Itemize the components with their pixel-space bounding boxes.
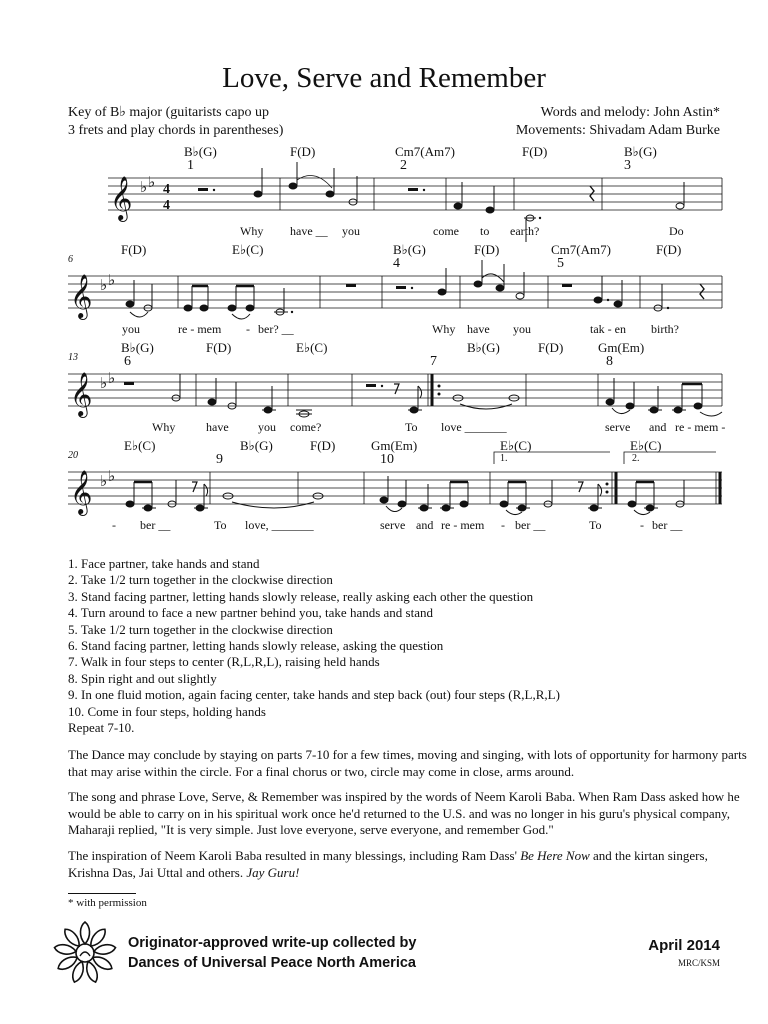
- svg-text:♭: ♭: [100, 276, 108, 294]
- chord: F(D): [522, 144, 548, 159]
- lyric: you: [513, 322, 531, 336]
- chord: B♭(G): [240, 438, 273, 453]
- lyric: to: [480, 224, 490, 238]
- lyric: Why: [240, 224, 264, 238]
- lyric: -: [112, 518, 116, 532]
- lyric: love, _______: [245, 518, 314, 532]
- chord: F(D): [538, 340, 564, 355]
- music-system-1: [0, 144, 768, 244]
- repeat-note: Repeat 7-10.: [68, 720, 135, 736]
- movement-number: 5: [557, 256, 564, 271]
- step-item: 8. Spin right and out slightly: [68, 670, 217, 686]
- lyric: -: [501, 518, 505, 532]
- lyric: To: [589, 518, 602, 532]
- chord: F(D): [121, 242, 147, 257]
- chord: F(D): [656, 242, 682, 257]
- lyric: re - mem -: [675, 420, 726, 434]
- chord: Gm(Em): [371, 438, 418, 453]
- music-system-3: [0, 340, 768, 440]
- music-system-4: [0, 438, 768, 538]
- lyric: earth?: [510, 224, 540, 238]
- chord: F(D): [310, 438, 336, 453]
- svg-text:𝄞: 𝄞: [70, 274, 93, 318]
- measure-number: 6: [68, 254, 73, 265]
- svg-text:♭: ♭: [148, 173, 156, 191]
- movement-number: 6: [124, 354, 131, 369]
- blessings-text: The inspiration of Neem Karoli Baba resulted in many blessings, including Ram Dass': [68, 848, 521, 863]
- measure-number: 13: [68, 352, 78, 363]
- movement-number: 3: [624, 158, 631, 173]
- chord: F(D): [206, 340, 232, 355]
- svg-text:𝄞: 𝄞: [70, 372, 93, 416]
- author-line2: Movements: Shivadam Adam Burke: [515, 123, 720, 138]
- lyric: ber __: [515, 518, 546, 532]
- staff-notation: [0, 468, 768, 548]
- lyric: Do: [669, 224, 684, 238]
- svg-text:♭: ♭: [140, 178, 148, 196]
- editor-initials: MRC/KSM: [677, 958, 720, 968]
- chord: E♭(C): [296, 340, 328, 355]
- credit-block: [128, 933, 416, 973]
- first-ending: 1.: [500, 453, 508, 464]
- chord: Gm(Em): [598, 340, 645, 355]
- lyric: -: [640, 518, 644, 532]
- step-item: 10. Come in four steps, holding hands: [68, 703, 266, 719]
- credit-line-1: Originator-approved write-up collected by: [128, 935, 417, 951]
- chord: F(D): [290, 144, 316, 159]
- movement-number: 7: [430, 354, 437, 369]
- lyric: serve: [380, 518, 406, 532]
- step-item: 6. Stand facing partner, letting hands slowly release, asking the question: [68, 638, 444, 654]
- credit-line-2: Dances of Universal Peace North America: [128, 955, 416, 971]
- svg-text:♭: ♭: [108, 467, 116, 485]
- publication-date: April 2014: [648, 937, 720, 954]
- movement-number: 8: [606, 354, 613, 369]
- svg-text:♭: ♭: [100, 472, 108, 490]
- movement-number: 9: [216, 452, 223, 467]
- key-info-line2: 3 frets and play chords in parentheses): [68, 123, 284, 138]
- lyric: re - mem: [178, 322, 222, 336]
- author-line1: Words and melody: John Astin*: [540, 105, 720, 120]
- lyric: you: [122, 322, 140, 336]
- movement-number: 10: [380, 452, 394, 467]
- book-title: Be Here Now: [520, 848, 590, 863]
- step-item: 4. Turn around to face a new partner behind you, take hands and stand: [68, 605, 433, 621]
- lyric: To: [214, 518, 227, 532]
- chord: E♭(C): [124, 438, 156, 453]
- measure-number: 20: [68, 450, 78, 461]
- svg-text:4: 4: [163, 198, 170, 213]
- key-info-line1: Key of B♭ major (guitarists capo up: [68, 105, 270, 120]
- blessings-paragraph: [68, 848, 748, 881]
- chord: B♭(G): [467, 340, 500, 355]
- svg-text:♭: ♭: [100, 374, 108, 392]
- lyric: serve: [605, 420, 631, 434]
- step-item: 2. Take 1/2 turn together in the clockwise direction: [68, 572, 333, 588]
- step-item: 7. Walk in four steps to center (R,L,R,L), raising held hands: [68, 654, 380, 670]
- chord: E♭(C): [500, 438, 532, 453]
- footnote-divider: [68, 893, 136, 894]
- svg-text:𝄞: 𝄞: [110, 176, 133, 220]
- conclusion-paragraph: The Dance may conclude by staying on parts 7-10 for a few times, moving and singing, with lots of opportunity for harmony parts that may arise within the circle. For a final chorus or two, circle may come in close, arms around.: [68, 747, 747, 779]
- chord: E♭(C): [630, 438, 662, 453]
- lyric: birth?: [651, 322, 679, 336]
- lyric: ber __: [652, 518, 683, 532]
- lyric: re - mem: [441, 518, 485, 532]
- chord: B♭(G): [624, 144, 657, 159]
- page-title: Love, Serve and Remember: [222, 62, 546, 94]
- svg-text:4: 4: [163, 182, 170, 197]
- step-item: 5. Take 1/2 turn together in the clockwise direction: [68, 621, 333, 637]
- lyric: ber? __: [258, 322, 294, 336]
- closing-exclamation: Jay Guru!: [246, 864, 300, 880]
- lyric: have: [467, 322, 490, 336]
- movement-steps: [68, 556, 748, 736]
- chord: Cm7(Am7): [551, 242, 611, 257]
- movement-number: 4: [393, 256, 400, 271]
- lyric: love _______: [441, 420, 507, 434]
- step-item: 1. Face partner, take hands and stand: [68, 556, 260, 571]
- chord: B♭(G): [121, 340, 154, 355]
- second-ending: 2.: [632, 453, 640, 464]
- lyric: have: [206, 420, 229, 434]
- lyric: tak - en: [590, 322, 626, 336]
- music-system-2: [0, 242, 768, 342]
- lyric: come?: [290, 420, 322, 434]
- lyric: Why: [152, 420, 176, 434]
- chord: Cm7(Am7): [395, 144, 455, 159]
- author-info: [390, 104, 720, 140]
- lyric: and: [416, 518, 434, 532]
- blessings-text-cont: and the kirtan singers, Krishna Das, Jai Uttal and others.: [68, 848, 708, 880]
- lyric: and: [649, 420, 667, 434]
- key-info: [68, 104, 398, 140]
- lyric: To: [405, 420, 418, 434]
- lyric: ber __: [140, 518, 171, 532]
- inspiration-paragraph: The song and phrase Love, Serve, & Remember was inspired by the words of Neem Karoli Baba. When Ram Dass asked how he would be able to carry on in his spiritual work once he'd returned to the U.S. and was no longer in his guru's physical company, Maharaji replied, "It is very simple. Just love everyone, serve everyone, and remember God.": [68, 789, 740, 838]
- svg-text:𝄞: 𝄞: [70, 470, 93, 514]
- lyric: Why: [432, 322, 456, 336]
- footnote: * with permission: [68, 897, 147, 909]
- svg-text:♭: ♭: [108, 271, 116, 289]
- chord: B♭(G): [184, 144, 217, 159]
- svg-text:♭: ♭: [108, 369, 116, 387]
- step-item: 9. In one fluid motion, again facing center, take hands and step back (out) four steps (R,L,R,L): [68, 687, 560, 703]
- lyric: you: [342, 224, 360, 238]
- lyric: -: [246, 322, 250, 336]
- dances-of-universal-peace-logo: [52, 920, 118, 986]
- lyric: you: [258, 420, 276, 434]
- movement-number: 2: [400, 158, 407, 173]
- lyric: come: [433, 224, 459, 238]
- chord: F(D): [474, 242, 500, 257]
- chord: E♭(C): [232, 242, 264, 257]
- chord: B♭(G): [393, 242, 426, 257]
- lyric: have __: [290, 224, 328, 238]
- step-item: 3. Stand facing partner, letting hands slowly release, really asking each other the question: [68, 588, 534, 604]
- movement-number: 1: [187, 158, 194, 173]
